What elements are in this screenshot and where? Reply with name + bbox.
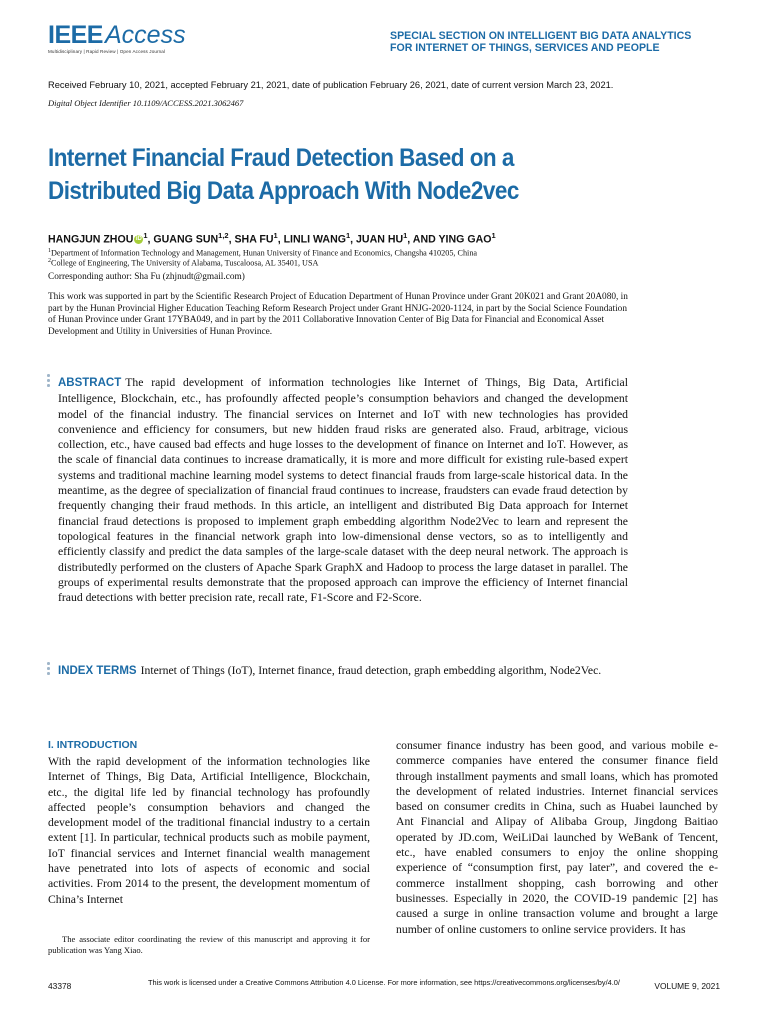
index-terms-text: Internet of Things (IoT), Internet finance, fraud detection, graph embedding algorithm, Node2Vec. <box>140 664 602 677</box>
paper-title: Internet Financial Fraud Detection Based on a Distributed Big Data Approach With Node2vec <box>48 144 519 205</box>
publication-dates: Received February 10, 2021, accepted February 21, 2021, date of publication February 26, 2021, date of current version March 23, 2021. <box>48 80 614 90</box>
affiliation-text: College of Engineering, The University of Alabama, Tuscaloosa, AL 35401, USA <box>51 258 319 268</box>
index-terms-marker <box>46 662 52 677</box>
funding-statement: This work was supported in part by the Scientific Research Project of Education Department of Hunan Province under Grant 20K021 and Grant 20A080, in part by the Hunan Provincial Higher Education Teaching Reform Research Project under Grant HNJG-2020-1124, in part by the Social Science Foundation of Hunan Province under Grant 17YBA049, and in part by the 2011 Collaborative Innovation Center of Big Data for Financial and Economical Asset Development and Utility in Universities of Hunan Province. <box>48 292 628 337</box>
index-terms-label: INDEX TERMS <box>58 665 137 677</box>
intro-left-column: With the rapid development of the information technologies like Internet of Things, Big Data, Artificial Intelligence, Blockchain, etc., the digital life led by financial technology has profoundly affected people’s consumption behaviors and changed the development model of the traditional financial industry to a certain extent [1]. In particular, technical products such as mobile payment, IoT financial services and Internet financial wealth management have penetrated into lots of aspects of economic and social activities. From 2014 to the present, the development momentum of China’s Internet <box>48 755 370 906</box>
author-name: , LINLI WANG <box>277 233 346 246</box>
author-name: , SHA FU <box>228 233 274 246</box>
special-section-line-2: FOR INTERNET OF THINGS, SERVICES AND PEOPLE <box>390 42 660 54</box>
special-section-title <box>390 30 720 54</box>
author-name: , GUANG SUN <box>147 233 219 246</box>
author-name: , JUAN HU <box>350 233 404 246</box>
doi: Digital Object Identifier 10.1109/ACCESS.2021.3062467 <box>48 98 244 108</box>
abstract-label: ABSTRACT <box>58 377 122 389</box>
author-affiliation-sup: 1 <box>403 231 408 240</box>
author-affiliation-sup: 1 <box>143 231 148 240</box>
affiliation-1 <box>48 248 728 258</box>
author-name: , AND YING GAO <box>407 233 492 246</box>
author-affiliation-sup: 1 <box>491 231 496 240</box>
logo-tagline: Multidisciplinary | Rapid Review | Open Access Journal <box>48 49 166 54</box>
logo-ieee-text: IEEE <box>48 21 103 49</box>
volume-info: VOLUME 9, 2021 <box>654 981 720 991</box>
special-section-line-1: SPECIAL SECTION ON INTELLIGENT BIG DATA ANALYTICS <box>390 30 692 42</box>
editor-footnote: The associate editor coordinating the review of this manuscript and approving it for publication was Yang Xiao. <box>48 934 370 955</box>
orcid-icon[interactable]: iD <box>135 235 142 242</box>
author-affiliation-sup: 1 <box>273 231 278 240</box>
affiliation-sup: 2 <box>48 258 51 264</box>
abstract-text: The rapid development of information technologies like Internet of Things, Big Data, Artificial Intelligence, Blockchain, etc., has profoundly affected people’s consumption behaviors and changed the development model of the financial industry. The financial services on Internet and IoT with new technologies has provided convenience and efficiency for consumers, but new hidden fraud risks are generated also. Fraud, arbitrage, vicious collection, etc., have caused bad effects and huge losses to the development of finance on Internet and IoT. However, as the scale of financial data continues to increase dramatically, it is more and more difficult for existing rule-based expert systems and traditional machine learning model systems to detect financial frauds from large-scale historical data. In the meantime, as the degree of specialization of financial fraud continues to increase, fraudsters can evade fraud detection by frequently changing their fraud methods. In this article, an intelligent and distributed Big Data approach for Internet financial fraud detections is proposed to implement graph embedding algorithm Node2Vec to learn and represent the topological features in the financial network graph into low-dimensional dense vectors, so as to intelligently and efficiently classify and predict the data samples of the large-scale dataset with the deep neural network. The approach is distributedly performed on the clusters of Apache Spark GraphX and Hadoop to process the large dataset in parallel. The groups of experimental results demonstrate that the proposed approach can improve the efficiency of Internet financial fraud detections with better precision rate, recall rate, F1-Score and F2-Score. <box>58 376 628 605</box>
affiliation-sup: 1 <box>48 248 51 254</box>
abstract-marker <box>46 374 52 389</box>
index-terms <box>58 663 628 679</box>
abstract <box>58 375 628 605</box>
section-heading-introduction: I. INTRODUCTION <box>48 739 138 751</box>
corresponding-author: Corresponding author: Sha Fu (zhjnudt@gmail.com) <box>48 272 245 282</box>
author-name: HANGJUN ZHOU <box>48 233 134 246</box>
author-affiliation-sup: 1,2 <box>218 231 229 240</box>
author-list <box>48 231 728 246</box>
logo-access-text: Access <box>104 21 186 49</box>
intro-right-column: consumer finance industry has been good, and various mobile e-commerce companies have entered the consumer finance field through installment payments and small loans, which has promoted the development of related industries. Internet financial services based on consumer credits in China, such as Huabei launched by Ant Financial and Alipay of Alibaba Group, Jingdong Baitiao operated by JD.com, WeiLiDai launched by WeBank of Tencent, etc., have enabled consumers to enjoy the online shopping experience of “consumption first, pay later”, and covered the e-commerce installment shopping, cash borrowing and other businesses. Especially in 2020, the COVID-19 pandemic [2] has caused a surge in online transaction volume and brought a large number of online customers to online service providers. It has <box>396 739 718 936</box>
license-notice[interactable]: This work is licensed under a Creative Commons Attribution 4.0 License. For more information, see https://creativecommons.org/licenses/by/4.0/ <box>148 978 620 987</box>
page-number: 43378 <box>48 981 72 991</box>
journal-logo <box>48 22 188 54</box>
affiliation-text: Department of Information Technology and Management, Hunan University of Finance and Economics, Changsha 410205, China <box>51 248 478 258</box>
author-affiliation-sup: 1 <box>345 231 351 240</box>
affiliation-2 <box>48 258 728 268</box>
